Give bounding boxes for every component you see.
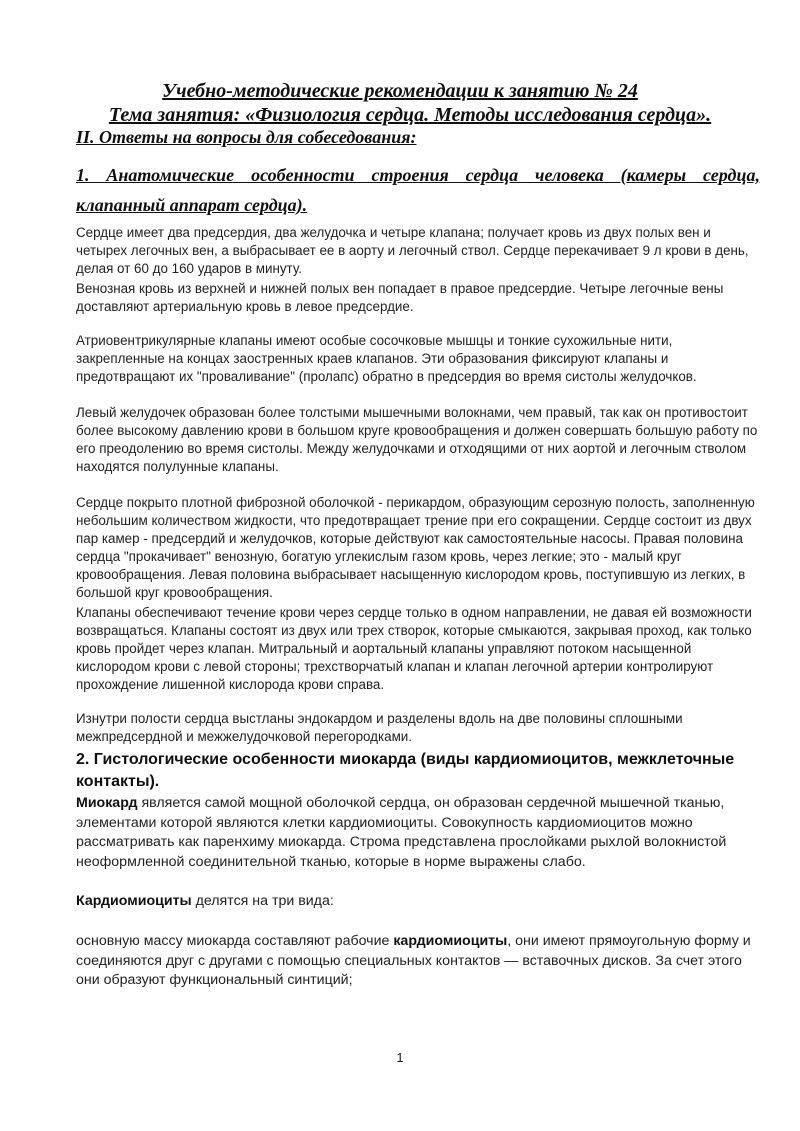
paragraph-myocardium <box>76 794 766 872</box>
page-number: 1 <box>396 1050 404 1065</box>
paragraph-valves-function: Клапаны обеспечивают течение крови через сердце только в одном направлении, не давая ей возможности возвращаться. Клапаны состоят из двух или трех створок, которые смыкаются, закрывая проход, как только кровь пройдет через клапан. Митральный и аортальный клапаны управляют потоком насыщенной кислородом крови с левой стороны; трехстворчатый клапан и клапан легочной артерии контролируют прохождение лишенной кислорода крови справа. <box>76 605 752 692</box>
document-title: Учебно-методические рекомендации к занятию № 24 <box>162 80 638 102</box>
paragraph-myocardium-text: является самой мощной оболочкой сердца, он образован сердечной мышечной тканью, элементами которой являются клетки кардиомиоциты. Совокупность кардиомиоцитов можно рассматривать как паренхиму миокарда. Строма представлена прослойками рыхлой волокнистой неоформленной соединительной тканью, которые в норме выражены слабо. <box>76 795 727 870</box>
section-subtitle: II. Ответы на вопросы для собеседования: <box>76 127 417 147</box>
term-cardiomyocytes-bold: кардиомиоциты <box>393 933 508 949</box>
section-2-heading: 2. Гистологические особенности миокарда (виды кардиомиоцитов, межклеточные контакты). <box>76 751 735 790</box>
paragraph-left-ventricle: Левый желудочек образован более толстыми мышечными волокнами, чем правый, так как он противостоит более высокому давлению крови в большом круге кровообращения и должен совершать большую работу по его преодолению во время систолы. Между желудочками и отходящими от них аортой и легочным стволом находятся полулунные клапаны. <box>76 405 758 474</box>
section-1-heading: 1. Анатомические особенности строения сердца человека (камеры сердца, клапанный аппарат сердца). <box>76 165 760 215</box>
lesson-topic-title: Тема занятия: «Физиология сердца. Методы исследования сердца». <box>108 104 712 126</box>
paragraph-working-start: основную массу миокарда составляют рабочие <box>76 933 394 949</box>
paragraph-heart-overview: Сердце имеет два предсердия, два желудочка и четыре клапана; получает кровь из двух полых вен и четырех легочных вен, а выбрасывает ее в аорту и легочный ствол. Сердце перекачивает 9 л крови в день, делая от 60 до 160 ударов в минуту. <box>76 225 749 276</box>
paragraph-endocardium: Изнутри полости сердца выстланы эндокардом и разделены вдоль на две половины сплошными межпредсердной и межжелудочковой перегородками. <box>76 711 683 744</box>
paragraph-av-valves: Атриовентрикулярные клапаны имеют особые сосочковые мышцы и тонкие сухожильные нити, закрепленные на концах заостренных краев клапанов. Эти образования фиксируют клапаны и предотвращают их "проваливание" (пролапс) обратно в предсердия во время систолы желудочков. <box>76 333 697 384</box>
paragraph-cardiomyocyte-types <box>76 892 766 912</box>
paragraph-pericardium: Сердце покрыто плотной фиброзной оболочкой - перикардом, образующим серозную полость, заполненную небольшим количеством жидкости, что предотвращает трение при его сокращении. Сердце состоит из двух пар камер - предсердий и желудочков, которые действуют как самостоятельные насосы. Правая половина сердца "прокачивает" венозную, богатую углекислым газом кровь, через легкие; это - малый круг кровообращения. Левая половина выбрасывает насыщенную кислородом кровь, поступившую из легких, в большой круг кровообращения. <box>76 495 755 600</box>
term-myocardium: Миокард <box>76 795 138 811</box>
paragraph-working-rest: , они имеют прямоугольную форму и соединяются друг с другами с помощью специальных контактов — вставочных дисков. За счет этого они образуют функциональный синтиций; <box>76 933 751 989</box>
paragraph-cardiomyocyte-types-text: делятся на три вида: <box>191 893 334 909</box>
term-cardiomyocytes: Кардиомиоциты <box>76 893 192 909</box>
paragraph-venous-blood: Венозная кровь из верхней и нижней полых вен попадает в правое предсердие. Четыре легочные вены доставляют артериальную кровь в левое предсердие. <box>76 281 724 314</box>
paragraph-working-cardiomyocytes <box>76 932 766 991</box>
